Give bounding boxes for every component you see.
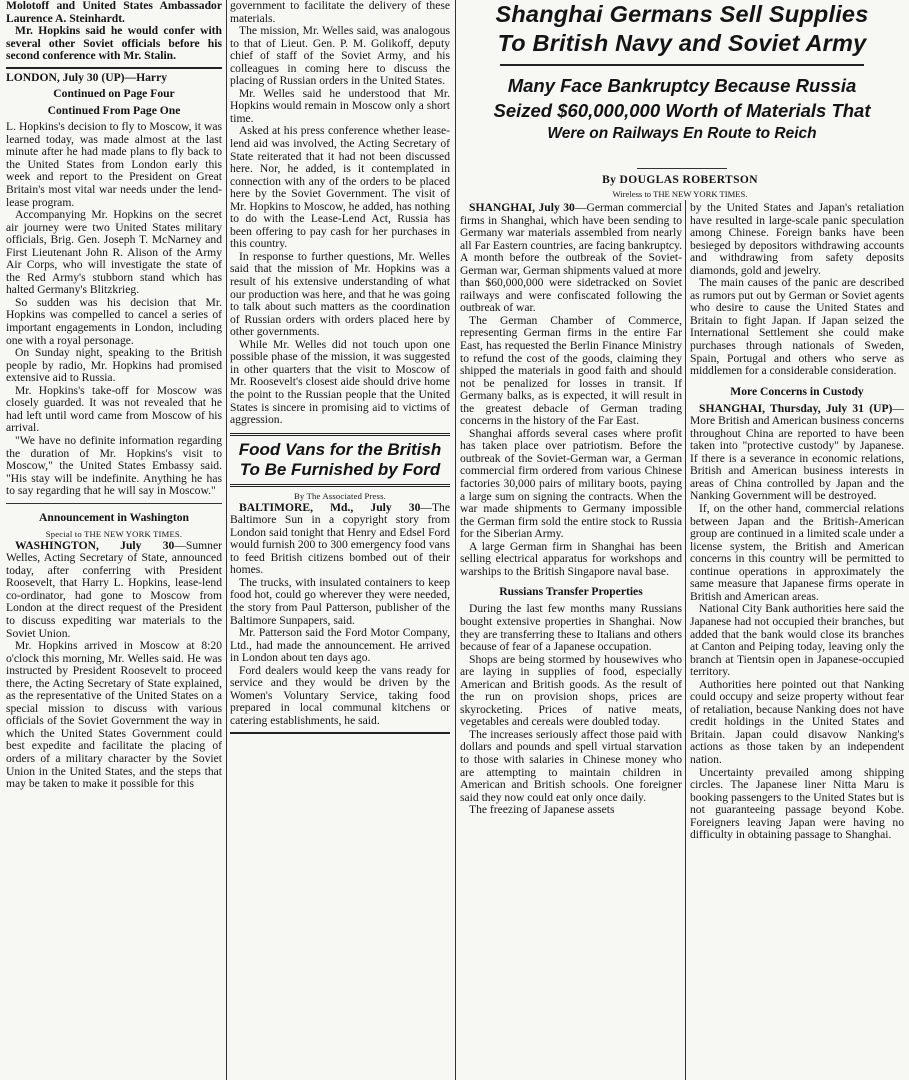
column-rule-2: [455, 0, 456, 1080]
col4-paragraph-5: National City Bank authorities here said the Japanese had not occupied their branches, but added that the bank would close its branches at Canton and Peiping today, leaving only the branch at Tientsin open in Japanese-occupied territory.: [690, 602, 904, 679]
col3-paragraph-5: During the last few months many Russians bought extensive properties in Shanghai. Now they are transferring these to Italians and others because of fear of a Japanese occupation.: [460, 602, 682, 654]
col1-paragraph-5: So sudden was his decision that Mr. Hopkins was compelled to cancel a series of important engagements in London, including one with a royal personage.: [6, 295, 222, 347]
byline: By DOUGLAS ROBERTSON: [602, 174, 758, 186]
col2-paragraph-6: While Mr. Welles did not touch upon one possible phase of the mission, it was suggested in other quarters that the visit to Moscow of Mr. Roosevelt's closest aide should drive home the point to the Russian people that the United States is sincere in promising aid to victims of aggression.: [230, 337, 450, 427]
col2-dateline: BALTIMORE, Md., July 30: [239, 500, 421, 514]
col2-rule-end: [230, 732, 450, 734]
col1-paragraph-9: —Sumner Welles, Acting Secretary of State, announced today, after conferring with President Roosevelt, that Harry L. Hopkins, lease-lend co-ordinator, had gone to Moscow from London at the direct request of the President to discuss expediting war materials to the Soviet Union.: [6, 538, 222, 640]
col3-paragraph-3: Shanghai affords several cases where profit has taken place over patriotism. Before the outbreak of the Soviet-German war, a German commercial firm ordered from various Chinese factories 30,000 pairs of military boots, paying a large sum on signing the contracts. When the war made shipments to Germany impossible the German firm sold the entire stock to Russia for the Siberian Army.: [460, 426, 682, 541]
col4-paragraph-2: The main causes of the panic are described as rumors put out by German or Soviet agents who desire to cause the United States and Britain to fight Japan. If Japan seized the International Settlement she could make purchases through nationals of Sweden, Spain, Portugal and others who serve as middlemen for a considerable consideration.: [690, 276, 904, 378]
col4-dateline: SHANGHAI, Thursday, July 31 (UP): [699, 401, 893, 415]
col1-paragraph-7: Mr. Hopkins's take-off for Moscow was closely guarded. It was not revealed that he had left until word came from Moscow of his arrival.: [6, 383, 222, 435]
col1-paragraph-2: Mr. Hopkins said he would confer with several other Soviet officials before his second conference with Mr. Stalin.: [6, 24, 222, 63]
food-vans-headline-line-1: Food Vans for the British: [238, 439, 442, 459]
food-vans-headline-line-2: To Be Furnished by Ford: [239, 459, 441, 479]
col1-subhead: Announcement in Washington: [39, 510, 189, 524]
col3-subhead: Russians Transfer Properties: [499, 585, 643, 599]
column-rule-3: [685, 200, 686, 1080]
column-3: [460, 174, 758, 817]
col1-paragraph-10: Mr. Hopkins arrived in Moscow at 8:20 o'clock this morning, Mr. Welles said. He was instructed by President Roosevelt to proceed there, the Acting Secretary of State explained, as the representative of the United States on a special mission to discuss with various officials of the Soviet Government the way in which the United States Government could best expedite and facilitate the placing of orders of a military character by the Soviet Union in the United States, and the steps that may be taken to make it possible for this: [6, 639, 222, 791]
col3-paragraph-6: Shops are being stormed by housewives who are laying in supplies of food, especially American and British goods. As the result of the run on provision shops, prices are skyrocketing. Prices of native meats, vegetables and cereals were doubled today.: [460, 652, 682, 729]
continued-from-label: Continued From Page One: [47, 104, 181, 118]
col1-paragraph-8: "We have no definite information regarding the duration of Mr. Hopkins's visit to Moscow," the United States Embassy said. "His stay will be indefinite. Anything he has to say regarding that he will say in Moscow.": [6, 433, 222, 498]
col4-paragraph-4: If, on the other hand, commercial relations between Japan and the British-American group are continued in a limited scale under a license system, the British and American concerns in this country will be permitted to continue operations in approximately the same measure that Japanese firms operate in British and American areas.: [690, 502, 904, 603]
column-rule-1: [226, 0, 227, 1080]
col2-special-credit: By The Associated Press.: [293, 490, 386, 501]
col1-paragraph-3: L. Hopkins's decision to fly to Moscow, it was learned today, was made almost at the last minute after he had made plans to fly back to the United States from London early this week and report to the President on Great Britain's most vital war needs under the lend-lease program.: [6, 120, 222, 209]
col2-paragraph-8: The trucks, with insulated containers to keep food hot, could go wherever they were needed, the story from Paul Patterson, publisher of the Baltimore Sunpapers, said.: [230, 575, 450, 627]
column-2: [230, 0, 450, 737]
col1-dateline: WASHINGTON, July 30: [15, 538, 175, 552]
col3-paragraph-1: —German commercial firms in Shanghai, which have been sending to Germany war materials assembled from nearly all Far Eastern countries, are facing bankruptcy. A month before the outbreak of the Soviet-German war, German shipments valued at more than $60,000,000 were sidetracked on Soviet railways and were confiscated following the outbreak of war.: [460, 201, 683, 315]
col2-paragraph-2: The mission, Mr. Welles said, was analogous to that of Lieut. Gen. P. M. Golikoff, deputy chief of staff of the Soviet Army, and his colleagues in coming here to discuss the placing of Russian orders in the United States.: [230, 24, 450, 88]
byline-rule: [637, 168, 727, 169]
col4-paragraph-3: —More British and American business concerns throughout China are reported to have been taken into "protective custody" by Japanese. If there is a severance in economic relations, British and American business interests in areas of China controlled by Japan and the Nanking Government will be destroyed.: [690, 401, 904, 503]
col2-paragraph-7: —The Baltimore Sun in a copyright story from London said tonight that Henry and Edsel Ford would furnish 200 to 300 emergency food vans to feed British citizens bombed out of their homes.: [230, 500, 450, 577]
wireless-credit: Wireless to THE NEW YORK TIMES.: [612, 189, 748, 199]
col2-paragraph-10: Ford dealers would keep the vans ready for service and they would be driven by the Women's Voluntary Service, taking food prepared in local communal kitchens or catering establishments, he said.: [230, 663, 450, 727]
col1-paragraph-1: Molotoff and United States Ambassador Laurence A. Steinhardt.: [6, 0, 222, 25]
col2-paragraph-4: Asked at his press conference whether lease-lend aid was involved, the Acting Secretary of State reiterated that it had not been discussed here. Nor, he added, is it contemplated in connection with any of the orders to be placed here by the Soviet Government. The visit of Mr. Hopkins to Moscow, he added, has nothing to do with the Lease-Lend Act, Russia has been offering to pay cash for her purchases in this country.: [230, 124, 450, 251]
col4-paragraph-7: Uncertainty prevailed among shipping circles. The Japanese liner Nitta Maru is booking passengers to the United States but is not guaranteeing passage beyond Kobe. Foreigners leaving Japan were having no difficulty in obtaining passage to Shanghai.: [690, 765, 904, 842]
col4-subhead: More Concerns in Custody: [730, 384, 864, 398]
col3-paragraph-4: A large German firm in Shanghai has been selling electrical apparatus for workshops and warships to the British Singapore naval base.: [460, 539, 682, 578]
col1-dateline-note: LONDON, July 30 (UP)—Harry: [6, 70, 168, 84]
col3-paragraph-7: The increases seriously affect those paid with dollars and pounds and spell virtual starvation to those with salaries in Chinese money who are attempting to maintain children in American and British schools. One foreigner said they now could eat only once daily.: [460, 727, 682, 804]
main-headline-line-2: To British Navy and Soviet Army: [497, 30, 867, 56]
col2-paragraph-9: Mr. Patterson said the Ford Motor Company, Ltd., had made the announcement. He arrived in London about ten days ago.: [230, 626, 450, 665]
column-4: [690, 202, 904, 842]
col3-paragraph-2: The German Chamber of Commerce, representing German firms in the entire Far East, has requested the Berlin Finance Ministry to refund the cost of the goods, claiming they shipped the materials in good faith and should not be penalized for losses in transit. If Germany balks, as is expected, it will result in the greatest debacle of German trading concerns in the history of the Far East.: [460, 313, 682, 428]
col3-paragraph-8: The freezing of Japanese assets: [469, 803, 615, 817]
main-headline-rule: [500, 64, 864, 66]
col1-special-credit: Special to THE NEW YORK TIMES.: [45, 528, 183, 539]
main-headline-line-1: Shanghai Germans Sell Supplies: [495, 1, 869, 27]
main-deck-line-2: Seized $60,000,000 Worth of Materials That: [493, 100, 871, 121]
main-headline-block: [460, 0, 904, 145]
col4-paragraph-1: by the United States and Japan's retaliation have resulted in large-scale panic speculation among Chinese. Foreign banks have been besieged by depositors withdrawing accounts and withdrawing from safety deposits diamonds, gold and jewelry.: [690, 201, 904, 277]
main-deck-line-1: Many Face Bankruptcy Because Russia: [507, 75, 857, 96]
column-1: [6, 0, 222, 791]
col1-paragraph-6: On Sunday night, speaking to the British people by radio, Mr. Hopkins had promised extensive aid to Russia.: [6, 346, 222, 385]
col1-paragraph-4: Accompanying Mr. Hopkins on the secret air journey were two United States military officials, Brig. Gen. Joseph T. McNarney and First Lieutenant John R. Alison of the Army Air Corps, who will investigate the state of the Red Army's stubborn stand which has halted Germany's Blitzkrieg.: [6, 208, 222, 297]
col2-paragraph-5: In response to further questions, Mr. Welles said that the mission of Mr. Hopkins was a result of his extensive understanding of what our production was here, and that he was going to talk about such matters as the coordination of Russian orders with orders placed here by other governments.: [230, 249, 450, 339]
continued-on-label: Continued on Page Four: [53, 87, 175, 101]
food-vans-headline: [230, 433, 450, 487]
col2-paragraph-1: government to facilitate the delivery of these materials.: [230, 0, 450, 25]
col3-dateline: SHANGHAI, July 30: [469, 201, 575, 214]
main-deck-line-3: Were on Railways En Route to Reich: [547, 125, 817, 142]
col4-paragraph-6: Authorities here pointed out that Nanking could occupy and seize property without fear of retaliation, because Nanking does not have credit holdings in the United States and Britain. Japan could disavow Nanking's actions as those taken by an independent nation.: [690, 677, 904, 766]
col2-paragraph-3: Mr. Welles said he understood that Mr. Hopkins would remain in Moscow only a short time.: [230, 86, 450, 125]
col1-rule-2: [6, 503, 222, 504]
col1-rule-1: [6, 67, 222, 69]
